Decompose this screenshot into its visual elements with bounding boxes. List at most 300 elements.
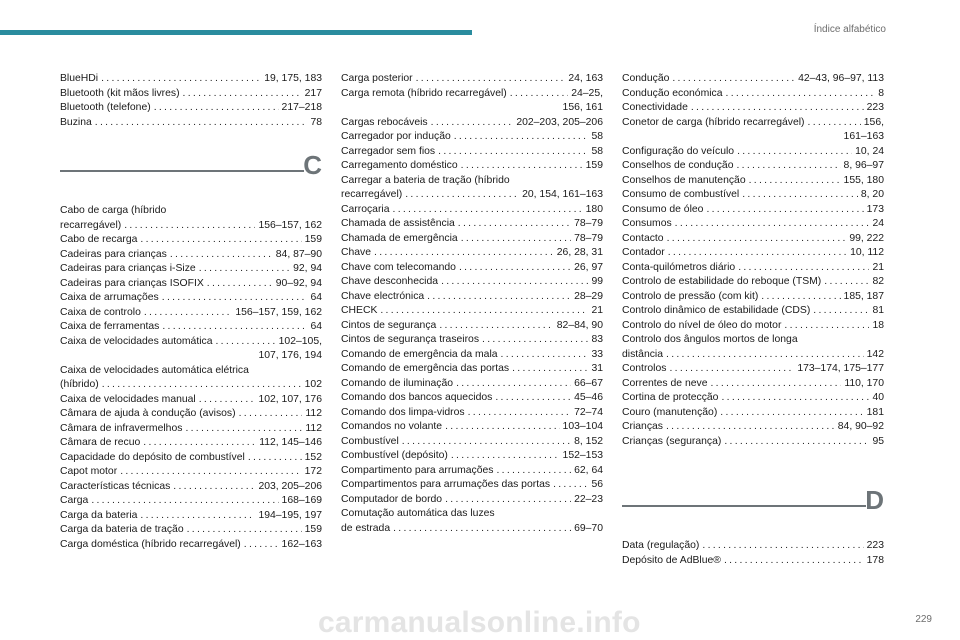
dot-leader — [445, 420, 559, 435]
index-entry — [341, 333, 603, 348]
index-entry-term: Conselhos de manutenção — [622, 174, 746, 186]
index-entry-term: Comando de iluminação — [341, 377, 454, 389]
index-entry-term: Cortina de protecção — [622, 392, 719, 403]
dot-leader — [721, 391, 869, 406]
index-entry — [60, 393, 322, 408]
index-entry-pages: 69–70 — [574, 522, 603, 534]
index-entry — [622, 377, 884, 392]
index-entry — [622, 145, 884, 160]
index-entry-term: de estrada — [341, 522, 391, 534]
index-entry-term: Crianças (segurança) — [622, 435, 722, 447]
index-entry-pages: 112 — [305, 408, 322, 419]
index-entry-pages: 78–79 — [574, 232, 603, 244]
index-entry-term: distância — [622, 348, 664, 360]
index-entry — [341, 449, 603, 464]
index-entry — [341, 348, 603, 363]
dot-leader — [162, 320, 307, 335]
index-entry — [60, 480, 322, 495]
index-entry-term: Chave electrónica — [341, 290, 425, 302]
dot-leader — [170, 248, 273, 263]
index-entry-pages: 40 — [872, 392, 884, 403]
page-header-title: Índice alfabético — [813, 24, 886, 35]
index-entry — [341, 464, 603, 479]
index-entry — [622, 174, 884, 189]
index-entry-term: Combustível (depósito) — [341, 450, 448, 461]
index-entry-pages: 156–157, 162 — [258, 219, 322, 231]
index-entry-pages-continued: 161–163 — [843, 131, 884, 142]
index-entry-text: Cabo de carga (híbrido — [60, 205, 167, 216]
index-entry-term: Caixa de ferramentas — [60, 321, 160, 332]
index-entry — [341, 87, 603, 102]
index-entry — [60, 101, 322, 116]
index-entry-term: Chamada de assistência — [341, 218, 455, 229]
index-entry-term: Crianças — [622, 421, 663, 432]
dot-leader — [144, 306, 232, 321]
index-entry — [60, 494, 322, 509]
index-entry-pages: 102 — [304, 379, 322, 390]
index-entry-pages: 21 — [591, 305, 603, 316]
index-entry-pages: 24–25, — [571, 87, 603, 99]
dot-leader — [451, 449, 560, 464]
index-entry-pages: 45–46 — [574, 392, 603, 403]
index-entry-term: Conectividade — [622, 102, 688, 113]
index-entry — [60, 538, 322, 553]
index-entry — [341, 319, 603, 334]
dot-leader — [199, 262, 290, 277]
index-entry-pages: 18 — [872, 319, 884, 331]
dot-leader — [702, 539, 863, 554]
index-entry — [622, 217, 884, 232]
index-entry — [622, 275, 884, 290]
index-entry-term: Caixa de velocidades manual — [60, 393, 196, 405]
index-column-3 — [622, 72, 884, 568]
index-entry-pages: 81 — [872, 305, 884, 316]
index-entry — [341, 72, 603, 87]
dot-leader — [813, 304, 869, 319]
index-entry-pages: 173 — [866, 203, 884, 215]
index-entry-pages: 24 — [872, 218, 884, 229]
index-entry-term: Caixa de arrumações — [60, 292, 159, 303]
index-entry — [622, 116, 884, 131]
index-entry-term: Data (regulação) — [622, 540, 700, 551]
index-entry-term: Câmara de infravermelhos — [60, 422, 183, 434]
dot-leader — [667, 232, 847, 247]
dot-leader — [459, 261, 571, 276]
index-entry-term: Carregamento doméstico — [341, 160, 458, 171]
dot-leader — [101, 72, 261, 87]
dot-leader — [91, 494, 278, 509]
index-entry-term: Bluetooth (kit mãos livres) — [60, 87, 180, 99]
index-entry-text: Carregar a bateria de tração (híbrido — [341, 174, 510, 186]
dot-leader — [666, 420, 835, 435]
index-entry — [60, 87, 322, 102]
index-entry — [341, 145, 603, 160]
dot-leader — [185, 422, 302, 437]
index-entry — [341, 217, 603, 232]
index-entry-term: Chave com telecomando — [341, 261, 456, 273]
index-entry-pages: 26, 28, 31 — [556, 247, 603, 258]
dot-leader — [441, 275, 588, 290]
section-letter-d: D — [865, 485, 884, 515]
index-entry-pages: 82 — [872, 276, 884, 287]
dot-leader — [461, 232, 571, 247]
index-entry — [622, 72, 884, 87]
section-header-d — [622, 479, 884, 531]
dot-leader — [102, 378, 302, 393]
index-entry-term: Contacto — [622, 232, 664, 244]
index-entry-term: Câmara de recuo — [60, 437, 141, 448]
index-entry-term: Comando dos bancos aquecidos — [341, 392, 493, 403]
index-entry-term: Conselhos de condução — [622, 160, 734, 171]
index-entry-term: Compartimentos para arrumações das portas — [341, 479, 551, 490]
dot-leader — [482, 333, 588, 348]
index-entry-term: Cargas rebocáveis — [341, 116, 428, 128]
dot-leader — [738, 261, 869, 276]
dot-leader — [248, 451, 302, 466]
index-entry-pages: 180 — [585, 203, 603, 215]
dot-leader — [140, 509, 255, 524]
dot-leader — [706, 203, 863, 218]
index-entry-pages: 8, 96–97 — [843, 160, 884, 171]
index-entry — [60, 451, 322, 466]
index-entry-pages: 185, 187 — [843, 290, 884, 302]
index-entry-text: Comutação automática das luzes — [341, 508, 495, 519]
section-divider — [60, 170, 304, 172]
index-entry-text: Controlo dos ângulos mortos de longa — [622, 334, 798, 345]
dot-leader — [710, 377, 841, 392]
index-entry-pages: 152 — [304, 451, 322, 463]
index-entry — [60, 320, 322, 335]
index-entry-term: Carga da bateria — [60, 509, 138, 521]
index-entry-pages: 217–218 — [281, 102, 322, 113]
index-entry-term: Carga posterior — [341, 73, 413, 84]
dot-leader — [808, 116, 861, 131]
index-entry-pages: 217 — [304, 87, 322, 99]
index-entry-pages: 42–43, 96–97, 113 — [798, 73, 884, 84]
dot-leader — [402, 435, 571, 450]
index-entry-term: Chamada de emergência — [341, 232, 458, 244]
index-entry-pages: 26, 97 — [574, 261, 603, 273]
index-entry-term: Controlo dinâmico de estabilidade (CDS) — [622, 305, 811, 316]
index-entry — [341, 232, 603, 247]
index-entry — [60, 233, 322, 248]
index-entry — [341, 116, 603, 131]
index-entry — [622, 290, 884, 305]
watermark-text: carmanualsonline.info — [318, 606, 641, 639]
dot-leader — [393, 522, 571, 537]
index-entry — [341, 304, 603, 319]
index-entry-term: Comandos no volante — [341, 421, 443, 432]
dot-leader — [720, 406, 863, 421]
index-entry-term: Consumo de combustível — [622, 189, 740, 200]
index-entry — [341, 522, 603, 537]
dot-leader — [461, 159, 583, 174]
index-entry-pages: 156–157, 159, 162 — [235, 306, 322, 318]
index-entry-term: Carregador sem fios — [341, 145, 436, 157]
index-group-d — [622, 539, 884, 568]
index-entry-pages: 10, 24 — [855, 145, 884, 157]
index-entry-pages: 168–169 — [281, 495, 322, 506]
index-entry — [60, 291, 322, 306]
index-entry-term: CHECK — [341, 305, 378, 316]
index-entry-term: Carga — [60, 495, 89, 506]
dot-leader — [784, 319, 869, 334]
index-entry-pages: 78 — [310, 116, 322, 128]
index-entry-term: Conta-quilómetros diário — [622, 261, 736, 273]
index-entry — [622, 435, 884, 450]
index-entry-pages: 10, 112 — [850, 247, 884, 258]
index-entry-term: Controlo de estabilidade do reboque (TSM) — [622, 276, 822, 287]
dot-leader — [742, 188, 858, 203]
index-entry — [622, 391, 884, 406]
index-entry — [341, 203, 603, 218]
index-entry — [341, 261, 603, 276]
index-entry-pages: 19, 175, 183 — [264, 73, 322, 84]
index-entry-term: Características técnicas — [60, 480, 171, 492]
dot-leader — [672, 72, 795, 87]
dot-leader — [140, 233, 301, 248]
index-entry-pages: 33 — [591, 348, 603, 360]
dot-leader — [439, 319, 553, 334]
index-entry — [60, 335, 322, 350]
dot-leader — [154, 101, 279, 116]
index-entry-term: Consumos — [622, 218, 672, 229]
index-entry-term: Cintos de segurança traseiros — [341, 334, 480, 345]
index-column-2 — [341, 72, 603, 536]
index-entry-pages: 99 — [591, 276, 603, 287]
dot-leader — [675, 217, 870, 232]
index-entry-term: (híbrido) — [60, 379, 99, 390]
index-entry-term: Comando dos limpa-vidros — [341, 406, 465, 418]
index-entry-pages: 66–67 — [574, 377, 603, 389]
index-entry-pages: 78–79 — [574, 218, 603, 229]
dot-leader — [207, 277, 273, 292]
index-entry-pages: 92, 94 — [293, 263, 322, 274]
index-entry — [622, 101, 884, 116]
index-entry — [341, 362, 603, 377]
index-entry — [622, 304, 884, 319]
index-entry-pages: 83 — [591, 334, 603, 345]
index-entry-pages-continued: 107, 176, 194 — [258, 350, 322, 361]
page-number: 229 — [915, 614, 932, 625]
index-entry — [622, 203, 884, 218]
dot-leader — [95, 116, 308, 131]
index-entry-pages: 95 — [872, 435, 884, 447]
index-entry — [341, 478, 603, 493]
index-entry — [341, 420, 603, 435]
dot-leader — [691, 101, 864, 116]
index-group-c-continued-2 — [622, 72, 884, 449]
dot-leader — [726, 87, 876, 102]
index-entry-pages: 172 — [304, 466, 322, 477]
index-entry — [622, 554, 884, 569]
index-group-b — [60, 72, 322, 130]
index-entry — [60, 277, 322, 292]
dot-leader — [120, 465, 301, 480]
index-entry — [341, 435, 603, 450]
index-entry-pages: 159 — [304, 234, 322, 245]
index-entry-term: Contador — [622, 247, 665, 258]
index-group-c-continued — [341, 72, 603, 536]
index-entry — [622, 232, 884, 247]
index-entry-pages: 8, 20 — [860, 189, 884, 200]
index-entry — [60, 523, 322, 538]
index-entry — [622, 406, 884, 421]
index-entry-term: Caixa de velocidades automática — [60, 335, 213, 347]
index-entry-pages: 56 — [591, 479, 603, 490]
dot-leader — [456, 377, 571, 392]
dot-leader — [669, 362, 794, 377]
index-entry-term: Carga da bateria de tração — [60, 524, 184, 535]
index-entry-term: Cadeiras para crianças — [60, 248, 167, 260]
index-entry — [60, 219, 322, 234]
index-entry-pages: 156, — [863, 116, 884, 128]
index-entry-pages: 178 — [866, 554, 884, 566]
dot-leader — [199, 393, 256, 408]
dot-leader — [143, 436, 256, 451]
index-entry — [60, 422, 322, 437]
index-entry-term: Controlo de pressão (com kit) — [622, 290, 759, 302]
index-entry-pages: 8 — [878, 87, 884, 99]
dot-leader — [468, 406, 572, 421]
index-entry — [341, 406, 603, 421]
index-entry-pages: 181 — [866, 406, 884, 418]
index-entry — [60, 248, 322, 263]
index-entry-pages: 64 — [310, 292, 322, 303]
index-entry-term: Controlo do nível de óleo do motor — [622, 319, 782, 331]
index-entry-pages: 155, 180 — [843, 174, 884, 186]
index-entry-pages: 8, 152 — [574, 435, 603, 447]
dot-leader — [244, 538, 279, 553]
index-entry-pages: 62, 64 — [574, 464, 603, 476]
dot-leader — [668, 246, 847, 261]
index-entry-term: Combustível — [341, 435, 399, 447]
index-entry-pages: 20, 154, 161–163 — [522, 189, 603, 200]
index-entry-pages: 84, 87–90 — [275, 248, 322, 260]
dot-leader — [666, 348, 864, 363]
index-entry-term: Buzina — [60, 116, 92, 128]
index-entry-term: Carga remota (híbrido recarregável) — [341, 87, 507, 99]
index-entry — [341, 275, 603, 290]
dot-leader — [445, 493, 571, 508]
index-entry-term: Cintos de segurança — [341, 319, 437, 331]
dot-leader — [393, 203, 583, 218]
index-entry-pages: 103–104 — [562, 421, 603, 432]
section-header-c — [60, 144, 322, 196]
index-entry-term: Configuração do veículo — [622, 145, 735, 157]
dot-leader — [553, 478, 588, 493]
dot-leader — [405, 188, 519, 203]
index-entry — [60, 465, 322, 480]
index-entry-pages: 194–195, 197 — [258, 509, 322, 521]
dot-leader — [724, 435, 869, 450]
index-entry — [622, 420, 884, 435]
index-entry — [60, 72, 322, 87]
index-entry-pages: 142 — [866, 348, 884, 360]
index-entry-term: recarregável) — [341, 189, 403, 200]
index-entry-pages: 110, 170 — [844, 377, 884, 389]
dot-leader — [427, 290, 571, 305]
index-entry-term: Condução — [622, 73, 670, 84]
index-entry-term: Bluetooth (telefone) — [60, 102, 151, 113]
index-entry-term: Chave — [341, 247, 372, 258]
index-entry — [60, 436, 322, 451]
index-entry — [622, 319, 884, 334]
index-entry-term: Cadeiras para crianças i-Size — [60, 263, 196, 274]
index-entry-term: Comando de emergência da mala — [341, 348, 498, 360]
index-entry — [341, 391, 603, 406]
index-entry — [622, 188, 884, 203]
index-entry-pages: 112 — [305, 422, 322, 434]
index-entry-term: Câmara de ajuda à condução (avisos) — [60, 408, 236, 419]
dot-leader — [724, 554, 864, 569]
dot-leader — [761, 290, 840, 305]
index-entry-pages: 84, 90–92 — [837, 421, 884, 432]
dot-leader — [458, 217, 571, 232]
index-entry-term: Condução económica — [622, 87, 723, 99]
index-entry-pages: 58 — [591, 145, 603, 157]
index-entry — [341, 159, 603, 174]
index-entry-term: Couro (manutenção) — [622, 406, 718, 418]
index-entry-term: Carga doméstica (híbrido recarregável) — [60, 538, 241, 550]
section-letter-c: C — [303, 150, 322, 180]
dot-leader — [431, 116, 514, 131]
index-entry — [622, 261, 884, 276]
dot-leader — [380, 304, 588, 319]
index-entry — [622, 87, 884, 102]
index-entry — [622, 362, 884, 377]
index-entry-term: Chave desconhecida — [341, 276, 439, 287]
dot-leader — [512, 362, 588, 377]
index-entry-pages: 28–29 — [574, 290, 603, 302]
index-entry — [622, 348, 884, 363]
index-entry — [60, 306, 322, 321]
dot-leader — [737, 159, 841, 174]
index-entry — [60, 378, 322, 393]
dot-leader — [162, 291, 308, 306]
index-entry-term: Cabo de recarga — [60, 234, 138, 245]
index-entry-term: recarregável) — [60, 219, 122, 231]
index-entry — [60, 116, 322, 131]
index-entry — [341, 493, 603, 508]
index-entry-term: Conetor de carga (híbrido recarregável) — [622, 116, 805, 128]
index-entry — [60, 509, 322, 524]
index-entry-pages: 21 — [872, 261, 884, 273]
index-entry-pages-continued: 156, 161 — [562, 102, 603, 113]
index-column-1 — [60, 72, 322, 552]
index-entry-text: Caixa de velocidades automática elétrica — [60, 364, 249, 376]
index-entry-term: Compartimento para arrumações — [341, 464, 494, 476]
dot-leader — [824, 275, 869, 290]
header-accent-bar — [0, 30, 472, 35]
index-entry-pages: 159 — [304, 524, 322, 535]
index-entry-term: Correntes de neve — [622, 377, 708, 389]
dot-leader — [374, 246, 554, 261]
index-entry-term: Caixa de controlo — [60, 306, 141, 318]
index-entry — [341, 130, 603, 145]
index-entry — [622, 246, 884, 261]
index-entry-term: Capot motor — [60, 466, 118, 477]
index-entry-pages: 64 — [310, 321, 322, 332]
dot-leader — [501, 348, 589, 363]
index-entry — [60, 407, 322, 422]
index-entry-pages: 162–163 — [281, 538, 322, 550]
index-entry-pages: 22–23 — [574, 493, 603, 505]
index-entry-pages: 31 — [591, 363, 603, 374]
dot-leader — [737, 145, 852, 160]
index-entry — [341, 290, 603, 305]
dot-leader — [438, 145, 588, 160]
